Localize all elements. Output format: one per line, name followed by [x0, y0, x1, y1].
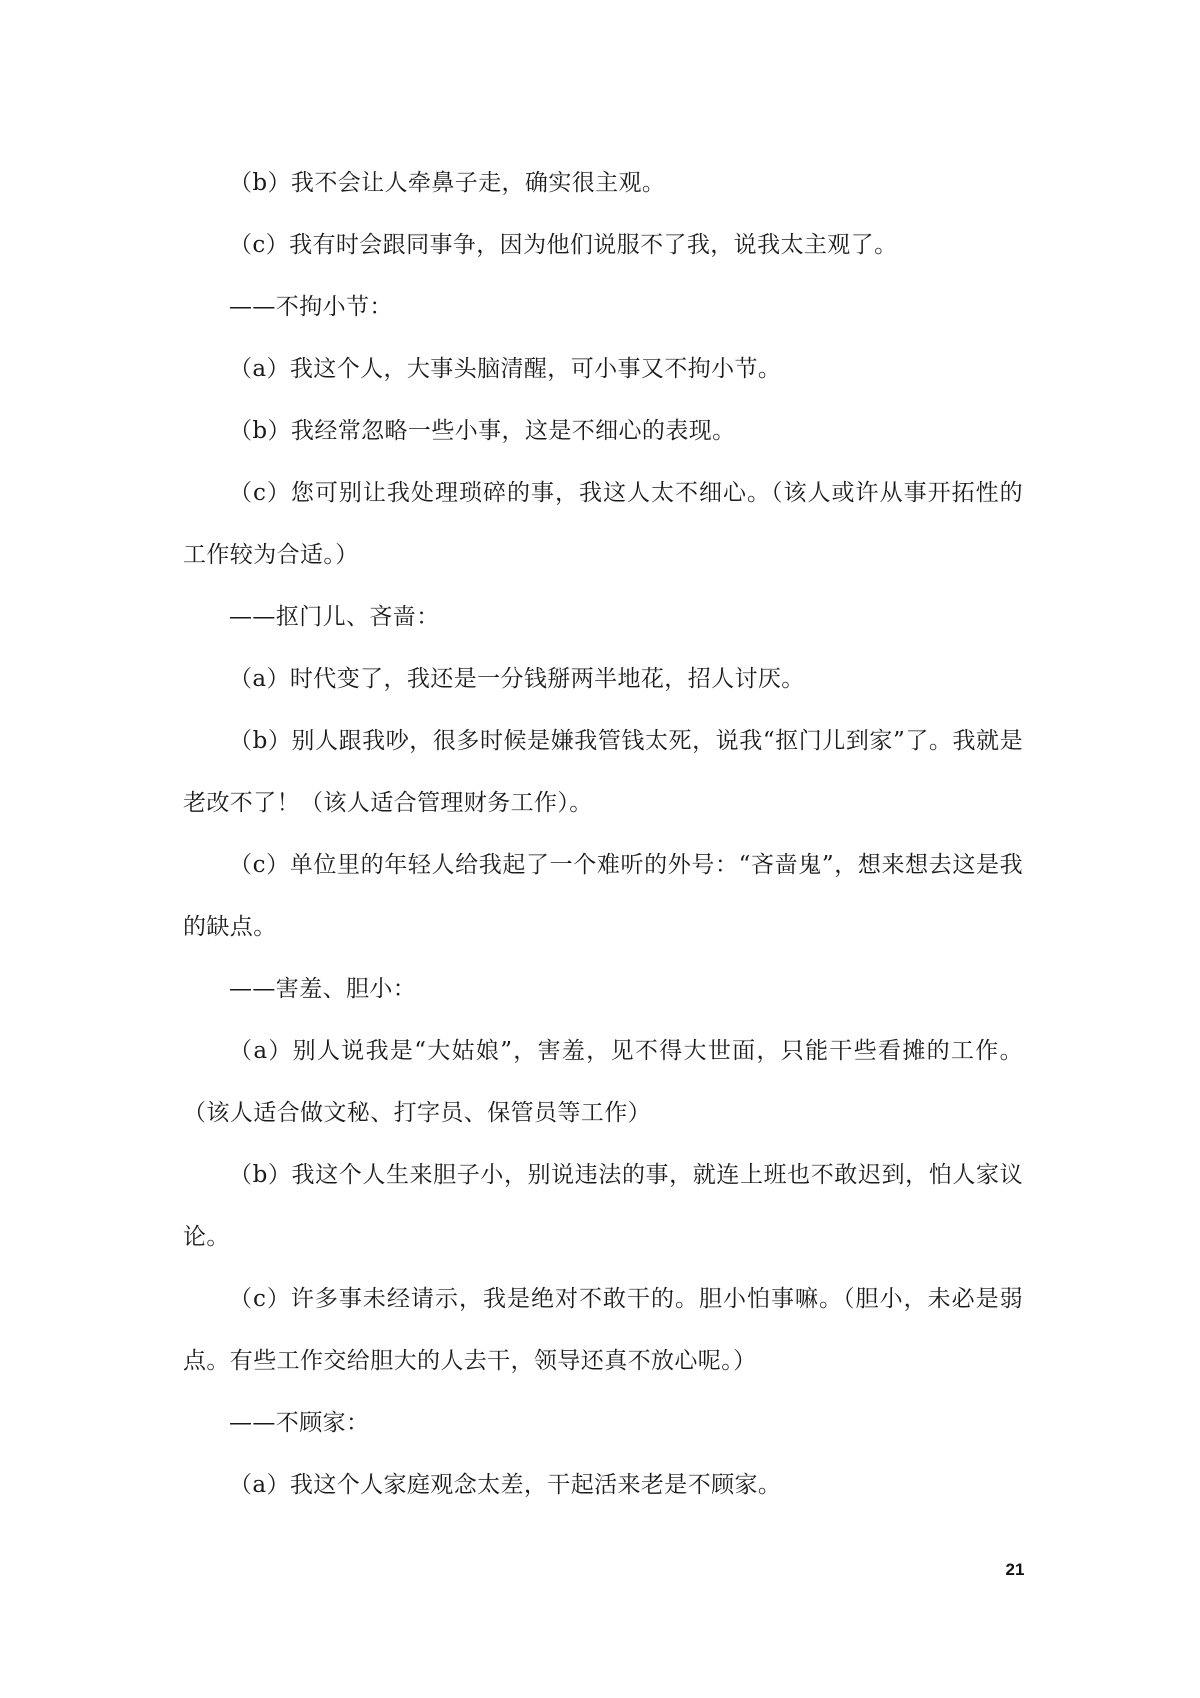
paragraph: （c）您可别让我处理琐碎的事，我这人太不细心。（该人或许从事开拓性的工作较为合适。） [183, 480, 1023, 568]
paragraph: （a）我这个人，大事头脑清醒，可小事又不拘小节。 [229, 356, 782, 382]
paragraph: （b）我这个人生来胆子小，别说违法的事，就连上班也不敢迟到，怕人家议论。 [183, 1162, 1023, 1250]
paragraph: （b）别人跟我吵，很多时候是嫌我管钱太死，说我“抠门儿到家”了。我就是老改不了！（该人适合管理财务工作）。 [183, 728, 1023, 816]
section-heading: ——不顾家： [229, 1410, 370, 1436]
paragraph: （b）我不会让人牵鼻子走，确实很主观。 [229, 170, 666, 196]
section-heading: ——害羞、胆小： [229, 976, 417, 1002]
paragraph: （c）单位里的年轻人给我起了一个难听的外号：“吝啬鬼”，想来想去这是我的缺点。 [183, 852, 1023, 940]
body-text [183, 152, 1023, 1516]
paragraph: （a）别人说我是“大姑娘”，害羞，见不得大世面，只能干些看摊的工作。（该人适合做文秘、打字员、保管员等工作） [183, 1038, 1023, 1126]
paragraph: （a）我这个人家庭观念太差，干起活来老是不顾家。 [229, 1472, 782, 1498]
section-heading: ——抠门儿、吝啬： [229, 604, 440, 630]
paragraph: （b）我经常忽略一些小事，这是不细心的表现。 [229, 418, 736, 444]
page-number: 21 [1005, 1560, 1025, 1579]
paragraph: （c）我有时会跟同事争，因为他们说服不了我，说我太主观了。 [229, 232, 898, 258]
section-heading: ——不拘小节： [229, 294, 393, 320]
paragraph: （a）时代变了，我还是一分钱掰两半地花，招人讨厌。 [229, 666, 805, 692]
paragraph: （c）许多事未经请示，我是绝对不敢干的。胆小怕事嘛。（胆小，未必是弱点。有些工作交给胆大的人去干，领导还真不放心呢。） [183, 1286, 1023, 1374]
